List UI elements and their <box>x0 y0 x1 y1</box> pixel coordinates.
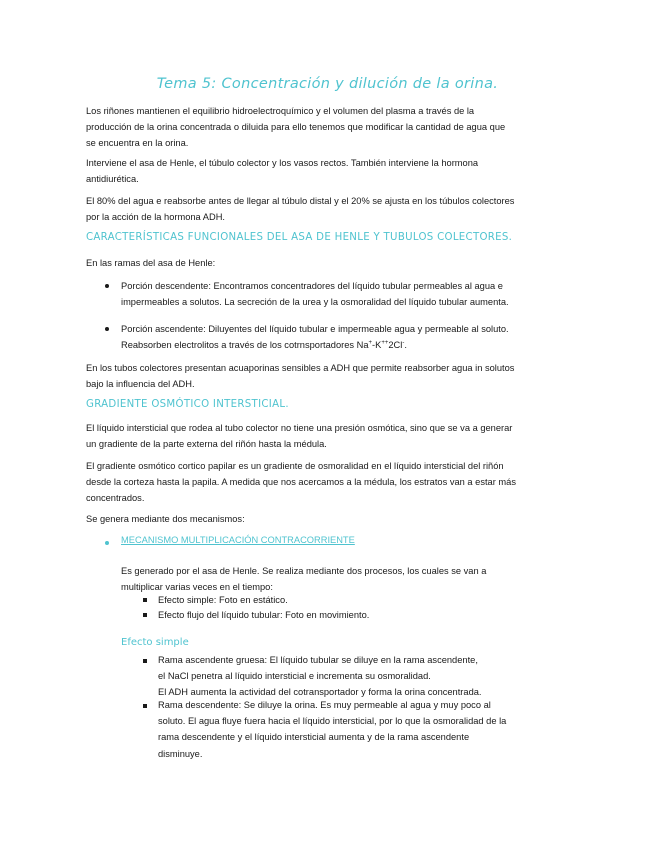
sup-na: + <box>368 340 373 347</box>
bullet-dot <box>105 327 109 331</box>
intro-paragraph-3: El 80% del agua e reabsorbe antes de llegar al túbulo distal y el 20% se ajusta en los túbulos colectores por la acción de la hormona ADH. <box>86 196 515 223</box>
bullet-ascending <box>121 321 517 353</box>
mechanisms-lead: Se genera mediante dos mecanismos: <box>86 514 245 524</box>
square-bullet <box>143 613 147 617</box>
item-ascending-line-1: Rama ascendente gruesa: El líquido tubular se diluye en la rama ascendente, <box>158 655 478 665</box>
section-heading-henle: CARACTERÍSTICAS FUNCIONALES DEL ASA DE HENLE Y TUBULOS COLECTORES. <box>86 232 513 243</box>
sub-item-static: Efecto simple: Foto en estático. <box>158 595 288 605</box>
gradient-paragraph-1: El líquido intersticial que rodea al tubo colector no tiene una presión osmótica, sino que se va a generar un gradiente de la parte externa del riñón hasta la médula. <box>86 423 513 450</box>
sub-item-flow: Efecto flujo del líquido tubular: Foto en movimiento. <box>158 610 370 620</box>
collector-paragraph: En los tubos colectores presentan acuaporinas sensibles a ADH que permite reabsorber agua in solutos bajo la influencia del ADH. <box>86 363 515 390</box>
bullet-ascending-end: . <box>404 340 407 351</box>
section-heading-simple-effect: Efecto simple <box>121 637 189 648</box>
sup-cl: - <box>402 340 405 347</box>
henle-lead: En las ramas del asa de Henle: <box>86 258 216 268</box>
bullet-ascending-text: Porción ascendente: Diluyentes del líquido tubular e impermeable agua y permeable al soluto. Reabsorben electrolitos a través de los cotrnsportadores Na <box>121 324 509 351</box>
section-heading-gradient: GRADIENTE OSMÓTICO INTERSTICIAL. <box>86 399 289 410</box>
intro-paragraph-2: Interviene el asa de Henle, el túbulo colector y los vasos rectos. También interviene la hormona antidiurética. <box>86 158 479 185</box>
item-ascending-line-3: El ADH aumenta la actividad del cotransportador y forma la orina concentrada. <box>158 687 482 697</box>
bullet-ascending-cl: 2Cl <box>388 340 403 351</box>
gradient-paragraph-2: El gradiente osmótico cortico papilar es un gradiente de osmoralidad en el líquido intersticial del riñón desde la corteza hasta la papila. A medida que nos acercamos a la médula, los estratos van a estar más concentrados. <box>86 461 516 504</box>
bullet-ascending-k: -K <box>372 340 382 351</box>
item-descending: Rama descendente: Se diluye la orina. Es muy permeable al agua y muy poco al soluto. El agua fluye fuera hacia el líquido intersticial, por lo que la osmoralidad de la rama descendente y el líquido intersticial aumenta y de la rama ascendente disminuye. <box>158 700 507 759</box>
square-bullet <box>143 704 147 708</box>
mechanism-paragraph: Es generado por el asa de Henle. Se realiza mediante dos procesos, los cuales se van a multiplicar varias veces en el tiempo: <box>121 566 487 593</box>
item-ascending-line-2: el NaCl penetra al líquido intersticial e incrementa su osmoralidad. <box>158 671 431 681</box>
bullet-descending: Porción descendente: Encontramos concentradores del líquido tubular permeables al agua e impermeables a solutos. La secreción de la urea y la osmoralidad del líquido tubular aumenta. <box>121 281 509 308</box>
sup-k: ++ <box>381 340 389 347</box>
bullet-dot-teal <box>105 541 109 545</box>
bullet-dot <box>105 284 109 288</box>
square-bullet <box>143 598 147 602</box>
intro-paragraph-1: Los riñones mantienen el equilibrio hidroelectroquímico y el volumen del plasma a través de la producción de la orina concentrada o diluida para ello tenemos que modificar la cantidad de agua que se encuentra en la orina. <box>86 106 506 149</box>
mechanism-link[interactable]: MECANISMO MULTIPLICACIÓN CONTRACORRIENTE <box>121 535 355 545</box>
square-bullet <box>143 659 147 663</box>
page-title: Tema 5: Concentración y dilución de la orina. <box>156 76 499 92</box>
